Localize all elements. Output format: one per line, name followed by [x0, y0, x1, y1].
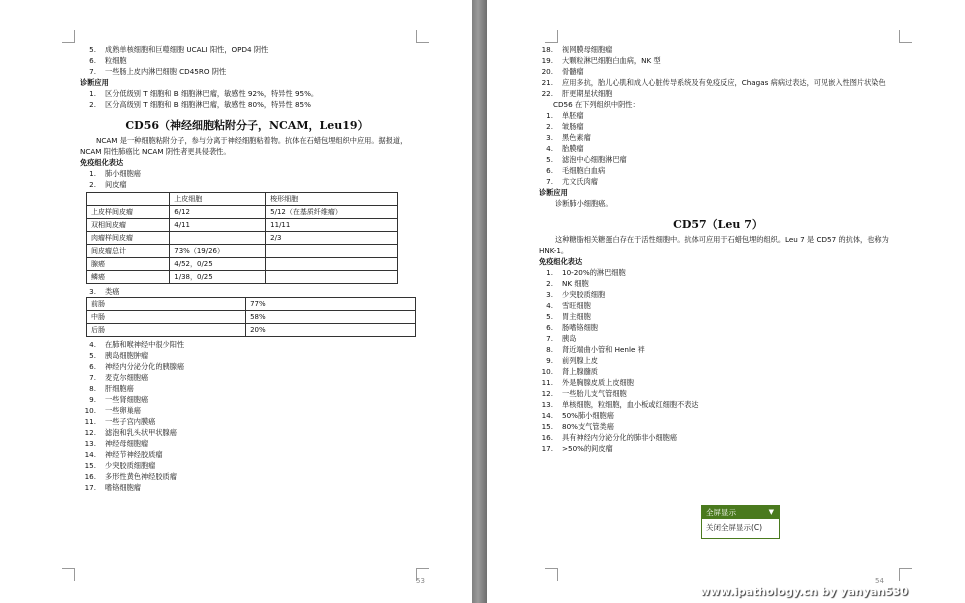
diag-label: 诊断应用	[80, 78, 109, 87]
list-item	[72, 460, 422, 471]
list-item-text: 大颗粒淋巴细胞白血病，NK 型	[562, 56, 661, 65]
list-item-number: 8.	[546, 345, 553, 354]
list-item-number: 2.	[89, 100, 96, 109]
list-item-text: 肾上腺髓质	[562, 367, 598, 376]
list-item	[529, 88, 897, 99]
list-item	[72, 55, 422, 66]
table-cell: 间皮瘤总计	[87, 245, 170, 258]
carcinoid-table	[86, 297, 416, 337]
list-item-number: 19.	[541, 56, 553, 65]
table-cell: 鳞癌	[87, 271, 170, 284]
list-item-text: 单胚瘤	[562, 111, 584, 120]
list-item-text: 成熟单核细胞和巨噬细胞 UCALI 阳性，OPD4 阴性	[105, 45, 269, 54]
table-cell: 2/3	[266, 232, 398, 245]
list-item-number: 10.	[541, 367, 553, 376]
list-item-number: 18.	[541, 45, 553, 54]
list-item-text: 多形性黄色神经胶质瘤	[105, 472, 177, 481]
list-item-text: 雪旺细胞	[562, 301, 591, 310]
list-item-text: 胰岛细胞肿瘤	[105, 351, 149, 360]
list-item-text: 少突胶质细胞	[562, 290, 606, 299]
list-item-number: 5.	[89, 351, 96, 360]
page-number: 53	[416, 577, 425, 585]
dropdown-arrow-icon[interactable]: ▼	[768, 508, 774, 516]
table-cell	[170, 232, 266, 245]
list-item-number: 1.	[546, 268, 553, 277]
list-item-text: 一些子宫内膜癌	[105, 417, 156, 426]
fullscreen-menu	[701, 505, 780, 539]
list-item	[72, 427, 422, 438]
list-item-text: 视网膜母细胞瘤	[562, 45, 613, 54]
ihc-list	[539, 267, 897, 454]
table-cell: 前肠	[87, 298, 246, 311]
table-row	[87, 206, 398, 219]
negative-list	[539, 110, 897, 187]
list-item-text: 神经节神经胶质瘤	[105, 450, 163, 459]
ihc-label: 免疫组化表达	[80, 158, 124, 167]
list-item-number: 15.	[84, 461, 96, 470]
list-item	[529, 121, 897, 132]
list-item-number: 5.	[546, 155, 553, 164]
list-item-number: 3.	[546, 290, 553, 299]
list-item-number: 14.	[84, 450, 96, 459]
table-cell: 1/38，0/25	[170, 271, 266, 284]
list-item	[72, 66, 422, 77]
list-item	[72, 286, 422, 297]
list-item-number: 14.	[541, 411, 553, 420]
crop-mark	[899, 568, 912, 581]
table-cell: 梭形细胞	[266, 193, 398, 206]
section-paragraph: 这种糖脂相关糖蛋白存在于活性细胞中。抗体可应用于石蜡包埋的组织。Leu 7 是 CD57 的抗体，也称为 HNK-1。	[539, 235, 889, 255]
list-item-number: 7.	[546, 177, 553, 186]
watermark: www.ipathology.cn by yanyan530	[700, 585, 909, 598]
list-item	[529, 110, 897, 121]
exit-fullscreen-item[interactable]: 关闭全屏显示(C)	[706, 523, 763, 532]
list-item-number: 6.	[89, 362, 96, 371]
list-item	[72, 383, 422, 394]
list-item-text: 肝细胞癌	[105, 384, 134, 393]
list-item	[529, 432, 897, 443]
list-item-text: >50%的间皮瘤	[562, 444, 613, 453]
list-item-text: 嗜铬细胞瘤	[105, 483, 141, 492]
mesothelioma-table	[86, 192, 398, 284]
list-item-text: 麦克尔细胞癌	[105, 373, 149, 382]
list-item	[529, 55, 897, 66]
list-item-number: 9.	[89, 395, 96, 404]
table-cell	[87, 193, 170, 206]
list-item-number: 7.	[89, 373, 96, 382]
list-item	[529, 322, 897, 333]
diag-list	[72, 88, 422, 110]
list-item-text: 具有神经内分泌分化的肺非小细胞癌	[562, 433, 678, 442]
table-cell: 中肠	[87, 311, 246, 324]
list-item	[72, 99, 422, 110]
list-item-number: 2.	[546, 122, 553, 131]
menu-title[interactable]	[702, 506, 779, 519]
list-item-number: 12.	[541, 389, 553, 398]
table-cell: 77%	[246, 298, 416, 311]
list-item-text: 神经内分泌分化的胰腺癌	[105, 362, 185, 371]
table-row	[87, 245, 398, 258]
list-item	[529, 289, 897, 300]
list-item-text: 应用多抗，胎儿心肌和成人心脏传导系统及有免疫反应，Chagas 病病过表达，可见嵌入性图片状染色	[562, 78, 886, 87]
list-item	[529, 355, 897, 366]
list-item-number: 17.	[84, 483, 96, 492]
list-item-number: 1.	[89, 169, 96, 178]
list-item	[529, 388, 897, 399]
list-item	[72, 179, 422, 190]
list-item-text: 骨髓瘤	[562, 67, 584, 76]
right-page-content	[539, 44, 897, 454]
list-item-number: 8.	[89, 384, 96, 393]
list-item-number: 16.	[84, 472, 96, 481]
list-item-number: 13.	[541, 400, 553, 409]
diag-label: 诊断应用	[539, 188, 568, 197]
table-cell	[266, 258, 398, 271]
list-item	[72, 438, 422, 449]
list-item-text: 间皮瘤	[105, 180, 127, 189]
list-item	[529, 333, 897, 344]
table-cell: 6/12	[170, 206, 266, 219]
list-item-number: 11.	[541, 378, 553, 387]
table-cell: 5/12（在基质纤维瘤）	[266, 206, 398, 219]
list-item-number: 20.	[541, 67, 553, 76]
list-item-text: 一些肠上皮内淋巴细胞 CD45RO 阴性	[105, 67, 227, 76]
list-item-text: 在肺和喉神经中很少阳性	[105, 340, 185, 349]
table-cell: 腺癌	[87, 258, 170, 271]
list-item-number: 3.	[546, 133, 553, 142]
list-item	[72, 361, 422, 372]
list-item-text: 肺小细胞癌	[105, 169, 141, 178]
ihc-list	[72, 339, 422, 493]
list-item-number: 2.	[546, 279, 553, 288]
list-item	[72, 88, 422, 99]
list-item	[529, 143, 897, 154]
ihc-list	[72, 168, 422, 190]
list-item	[529, 176, 897, 187]
page-gutter	[472, 0, 487, 603]
list-item-number: 16.	[541, 433, 553, 442]
list-item-number: 17.	[541, 444, 553, 453]
list-item-text: 一些卵巢癌	[105, 406, 141, 415]
list-item-text: 前列腺上皮	[562, 356, 598, 365]
left-page-content	[72, 44, 422, 493]
crop-mark	[62, 30, 75, 43]
list-item-text: 类癌	[105, 287, 120, 296]
table-cell: 20%	[246, 324, 416, 337]
list-item-text: 黑色素瘤	[562, 133, 591, 142]
table-cell: 4/11	[170, 219, 266, 232]
negative-intro: CD56 在下列组织中阴性：	[553, 100, 640, 109]
crop-mark	[545, 30, 558, 43]
list-item-number: 5.	[89, 45, 96, 54]
list-item-text: 毛细胞白血病	[562, 166, 606, 175]
list-item	[529, 300, 897, 311]
list-item-text: 一些胎儿支气管细胞	[562, 389, 627, 398]
list-item-text: 皱肠瘤	[562, 122, 584, 131]
table-cell	[266, 245, 398, 258]
list-item	[529, 165, 897, 176]
crop-mark	[899, 30, 912, 43]
list-item	[72, 449, 422, 460]
table-cell	[266, 271, 398, 284]
ihc-list	[72, 286, 422, 297]
list-item	[529, 421, 897, 432]
list-item-text: 肝更期星状细胞	[562, 89, 613, 98]
list-item	[72, 168, 422, 179]
table-cell: 上皮细胞	[170, 193, 266, 206]
list-item	[72, 44, 422, 55]
list-item-number: 11.	[84, 417, 96, 426]
list-item	[529, 154, 897, 165]
page-number: 54	[875, 577, 884, 585]
list-item	[529, 278, 897, 289]
list-item-text: 肾近端曲小管和 Henle 袢	[562, 345, 645, 354]
list-item-number: 13.	[84, 439, 96, 448]
list-item	[72, 339, 422, 350]
table-row	[87, 298, 416, 311]
list-item-text: 少突胶质细胞瘤	[105, 461, 156, 470]
list-item-number: 7.	[89, 67, 96, 76]
section-paragraph: NCAM 是一种细胞粘附分子，参与分离于神经细胞粘着物。抗体在石蜡包埋组织中应用。据报道，NCAM 阳性肺癌比 NCAM 阴性者更具侵袭性。	[80, 136, 408, 156]
table-row	[87, 219, 398, 232]
list-item-number: 4.	[546, 144, 553, 153]
list-item	[72, 416, 422, 427]
list-item-number: 1.	[546, 111, 553, 120]
crop-mark	[545, 568, 558, 581]
list-item	[72, 405, 422, 416]
table-cell: 上皮样间皮瘤	[87, 206, 170, 219]
list-item-text: 肠嗜铬细胞	[562, 323, 598, 332]
list-item	[529, 399, 897, 410]
diag-text: 诊断肺小细胞癌。	[555, 199, 613, 208]
table-row	[87, 324, 416, 337]
list-item-number: 6.	[546, 323, 553, 332]
table-cell: 双相间皮瘤	[87, 219, 170, 232]
list-item-number: 3.	[89, 287, 96, 296]
list-item	[72, 372, 422, 383]
list-item-number: 12.	[84, 428, 96, 437]
list-item	[529, 443, 897, 454]
table-cell: 后肠	[87, 324, 246, 337]
list-item	[72, 394, 422, 405]
list-item-text: 滤泡和乳头状甲状腺癌	[105, 428, 177, 437]
crop-mark	[416, 30, 429, 43]
table-row	[87, 232, 398, 245]
list-item-text: 外是胸腺皮质上皮细胞	[562, 378, 634, 387]
table-cell: 4/52，0/25	[170, 258, 266, 271]
list-item	[529, 311, 897, 322]
list-item-number: 10.	[84, 406, 96, 415]
list-item-number: 6.	[546, 166, 553, 175]
list-item-number: 7.	[546, 334, 553, 343]
table-row	[87, 193, 398, 206]
list-item	[529, 66, 897, 77]
list-item-number: 9.	[546, 356, 553, 365]
list-item-text: 区分高级别 T 细胞和 B 细胞淋巴瘤，敏感性 80%，特异性 85%	[105, 100, 311, 109]
list-item	[72, 471, 422, 482]
list-item	[529, 77, 897, 88]
list-item	[529, 44, 897, 55]
list-item-text: NK 细胞	[562, 279, 589, 288]
table-cell: 58%	[246, 311, 416, 324]
list-item-number: 5.	[546, 312, 553, 321]
ihc-list-continued	[539, 44, 897, 99]
list-item-number: 4.	[89, 340, 96, 349]
list-item-text: 80%支气管类癌	[562, 422, 614, 431]
table-cell: 肉瘤样间皮瘤	[87, 232, 170, 245]
list-item-text: 一些肾细胞癌	[105, 395, 149, 404]
list-item-text: 10-20%的淋巴细胞	[562, 268, 626, 277]
list-item	[72, 482, 422, 493]
table-cell: 73%（19/26）	[170, 245, 266, 258]
list-item-text: 区分低级别 T 细胞和 B 细胞淋巴瘤，敏感性 92%，特异性 95%。	[105, 89, 319, 98]
list-item-text: 50%肺小细胞癌	[562, 411, 614, 420]
list-item-number: 15.	[541, 422, 553, 431]
list-item-text: 单核细胞，粒细胞，血小板或红细胞不表达	[562, 400, 699, 409]
list-item-text: 胃主细胞	[562, 312, 591, 321]
table-cell: 11/11	[266, 219, 398, 232]
menu-title-label: 全屏显示	[706, 508, 736, 517]
left-page	[0, 0, 472, 603]
list-item-text: 尤文氏肉瘤	[562, 177, 598, 186]
list-item-text: 胎膜瘤	[562, 144, 584, 153]
list-item-text: 胰岛	[562, 334, 577, 343]
ihc-label: 免疫组化表达	[539, 257, 583, 266]
list-item	[72, 350, 422, 361]
list-item-text: 粒细胞	[105, 56, 127, 65]
table-row	[87, 271, 398, 284]
list-item-number: 21.	[541, 78, 553, 87]
list-item	[529, 410, 897, 421]
section-heading-cd56: CD56（神经细胞粘附分子，NCAM，Leu19）	[125, 119, 369, 132]
crop-mark	[62, 568, 75, 581]
list-item-number: 4.	[546, 301, 553, 310]
list-item-number: 22.	[541, 89, 553, 98]
list-item	[529, 344, 897, 355]
list-item-number: 6.	[89, 56, 96, 65]
intro-list	[72, 44, 422, 77]
table-row	[87, 258, 398, 271]
list-item	[529, 366, 897, 377]
list-item-text: 神经母细胞瘤	[105, 439, 149, 448]
list-item	[529, 267, 897, 278]
section-heading-cd57: CD57（Leu 7）	[673, 218, 763, 231]
list-item-number: 1.	[89, 89, 96, 98]
list-item-number: 2.	[89, 180, 96, 189]
table-row	[87, 311, 416, 324]
list-item-text: 滤泡中心细胞淋巴瘤	[562, 155, 627, 164]
list-item	[529, 132, 897, 143]
list-item	[529, 377, 897, 388]
